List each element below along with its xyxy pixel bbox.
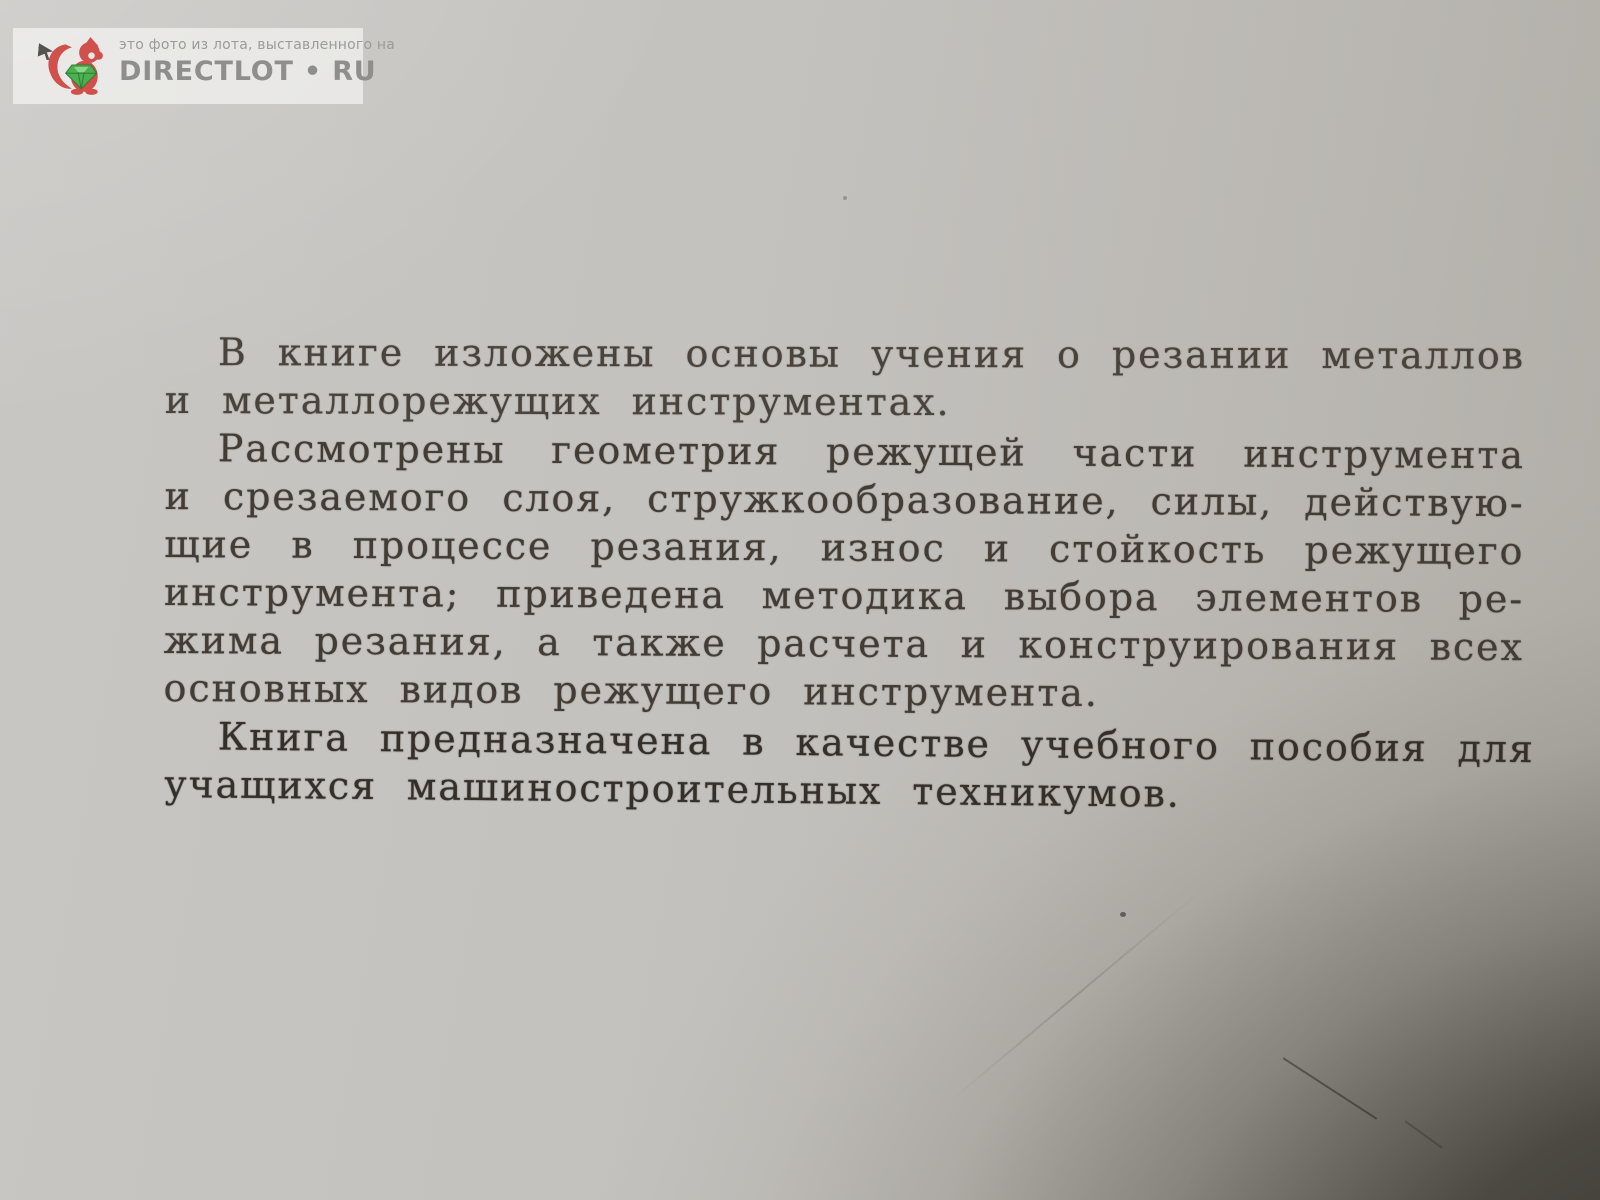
watermark-band [13, 28, 396, 104]
scratch-mark [1282, 1057, 1377, 1120]
scratch-mark [1404, 1120, 1442, 1149]
annotation-line: В книге изложены основы учения о резании металлов [217, 330, 1525, 378]
annotation-line: учащихся машиностроительных техникумов. [164, 761, 1182, 816]
paragraph-1 [165, 328, 1525, 428]
annotation-line: щие в процессе резания, износ и стойкость режущего [164, 521, 1525, 574]
paragraph-3 [164, 712, 1535, 821]
annotation-line: и срезаемого слоя, стружкообразование, силы, действую- [164, 473, 1525, 526]
watermark-tagline: это фото из лота, выставленного на [119, 37, 396, 53]
paper-crease [948, 890, 1202, 1103]
annotation-line: Книга предназначена в качестве учебного пособия для [217, 714, 1535, 772]
squirrel-logo-icon [43, 37, 107, 95]
dust-speck [843, 196, 847, 200]
watermark-brand: DIRECTLOT • RU [119, 56, 377, 87]
annotation-text-block [163, 328, 1535, 816]
annotation-line: инструмента; приведена методика выбора элементов ре- [164, 569, 1525, 622]
annotation-line: жима резания, а также расчета и конструирования всех [163, 617, 1524, 670]
annotation-line: основных видов режущего инструмента. [163, 665, 1099, 715]
annotation-line: и металлорежущих инструментах. [164, 377, 951, 425]
dust-speck [1120, 912, 1126, 917]
annotation-line: Рассмотрены геометрия режущей части инструмента [217, 426, 1525, 478]
watermark-texts [119, 37, 396, 88]
paragraph-2 [163, 424, 1524, 719]
